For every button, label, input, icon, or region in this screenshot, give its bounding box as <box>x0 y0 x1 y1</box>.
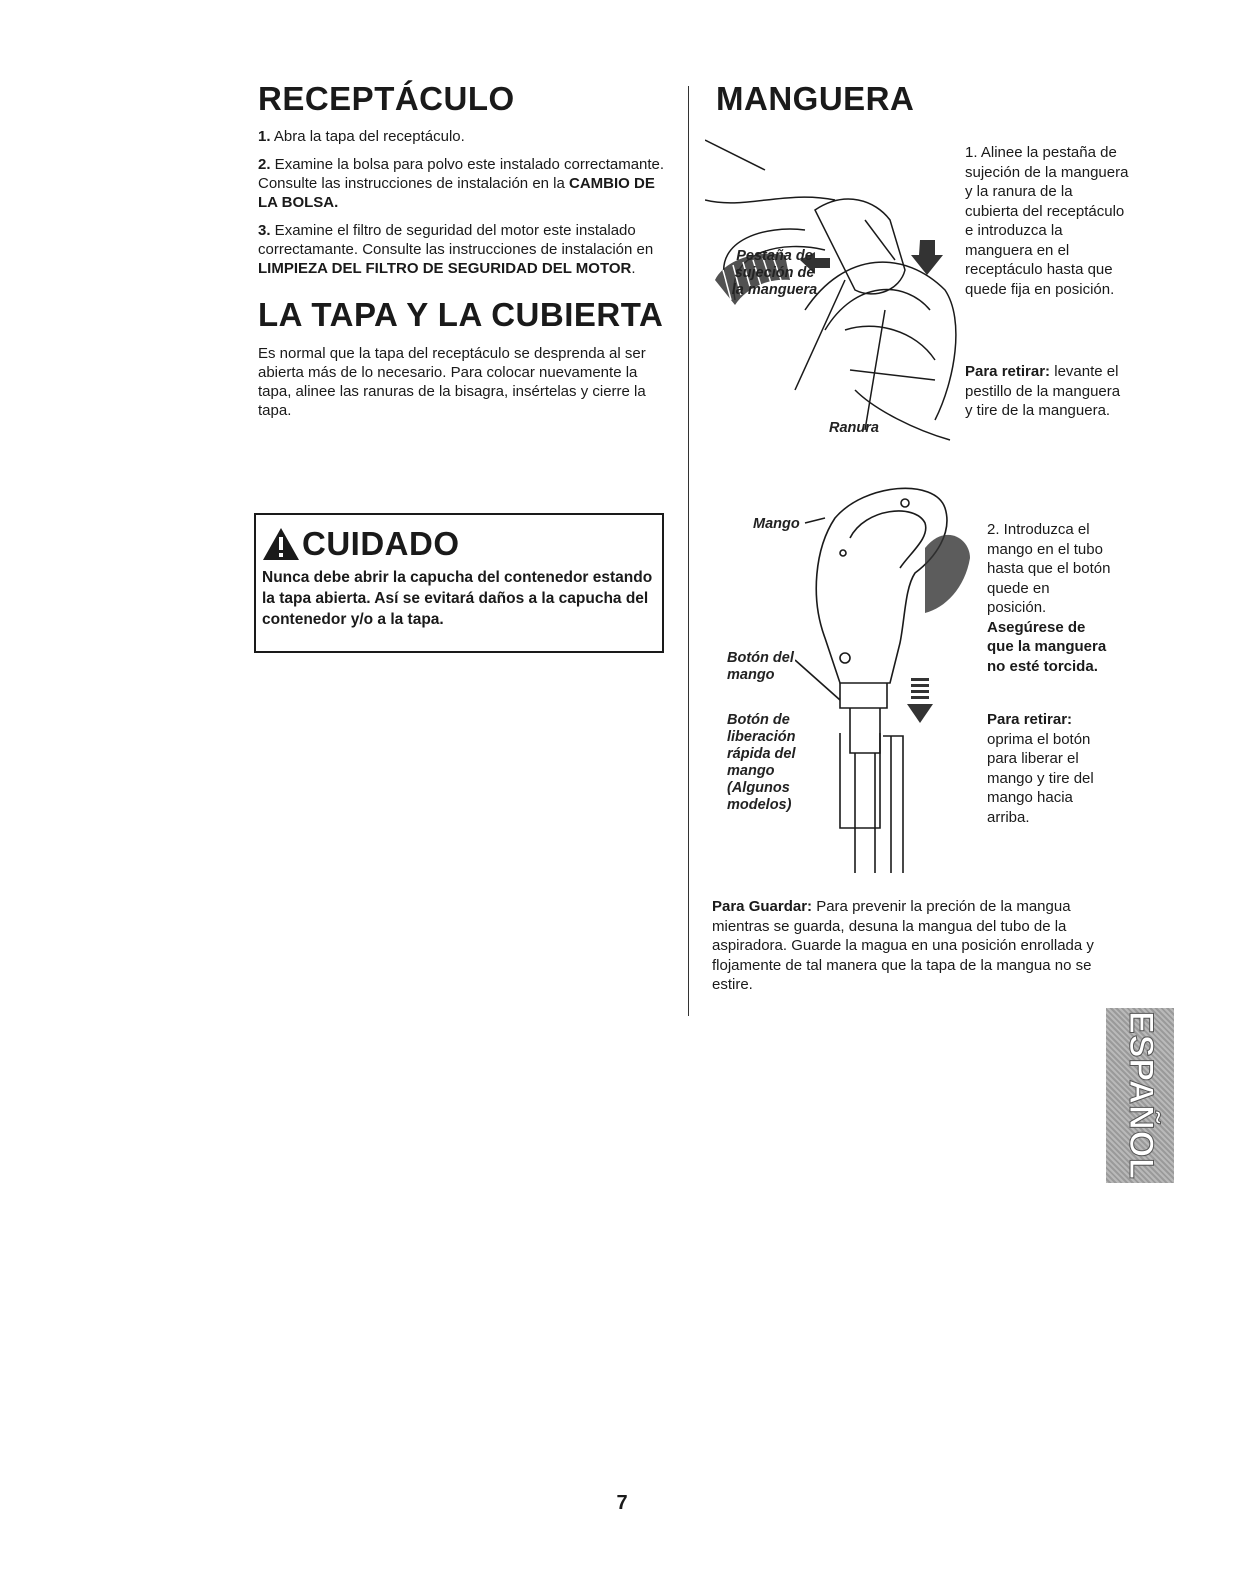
receptaculo-step-1 <box>258 127 670 146</box>
step-number: 1. <box>965 144 978 161</box>
storage-text: Para prevenir la preción de la mangua mientras se guarda, desuna la mangua del tubo de la aspiradora. Guarde la magua en una posición enrollada y flojamente de tal manera que la tapa de la mangua no se estire. <box>712 898 1094 993</box>
label-hose-tab: Pestaña de sujeción de la manguera <box>731 248 818 298</box>
storage-paragraph <box>712 897 1132 995</box>
tapa-paragraph: Es normal que la tapa del receptáculo se desprenda al ser abierta más de lo necesario. Para colocar nuevamente la tapa, alinee las ranuras de la bisagra, insértelas y cierre la tapa. <box>258 345 646 419</box>
step-text-end: . <box>631 260 636 277</box>
receptaculo-step-2 <box>258 155 670 212</box>
step-number: 2. <box>258 156 271 173</box>
step-text: Examine el filtro de seguridad del motor este instalado correctamante. Consulte las instrucciones de instalación en <box>258 222 654 258</box>
remove-text: oprima el botón para liberar el mango y tire del mango hacia arriba. <box>987 730 1094 826</box>
step-warning: Asegúrese de que la manguera no esté torcida. <box>987 618 1107 675</box>
step-reference: LIMPIEZA DEL FILTRO DE SEGURIDAD DEL MOTOR <box>258 260 632 277</box>
receptaculo-step-3 <box>258 221 670 278</box>
step-text: Introduzca el mango en el tubo hasta que el botón quede en posición. <box>987 521 1111 616</box>
tapa-heading: LA TAPA Y LA CUBIERTA <box>258 296 664 333</box>
remove-label: Para retirar: <box>987 711 1073 728</box>
left-column <box>258 80 670 420</box>
step-number: 1. <box>258 128 271 145</box>
step-text: Alinee la pestaña de sujeción de la manguera y la ranura de la cubierta del receptáculo e introduzca la manguera en el receptáculo hasta que quede fija en posición. <box>965 144 1129 298</box>
language-tab-label: ESPAÑOL <box>1121 1011 1160 1180</box>
manguera-step-1 <box>965 143 1130 299</box>
manguera-remove-1 <box>965 362 1130 421</box>
label-quick-release: Botón de liberación rápida del mango (Algunos modelos) <box>727 712 796 813</box>
caution-title: CUIDADO <box>302 525 460 562</box>
step-number: 2. <box>987 521 1000 538</box>
receptaculo-steps <box>258 127 670 278</box>
label-handle: Mango <box>753 516 800 532</box>
step-text: Abra la tapa del receptáculo. <box>270 128 465 145</box>
receptaculo-heading: RECEPTÁCULO <box>258 80 515 117</box>
remove-label: Para retirar: <box>965 363 1051 380</box>
caution-text: Nunca debe abrir la capucha del contenedor estando la tapa abierta. Así se evitará daños a la capucha del contenedor y/o a la tapa. <box>262 569 653 628</box>
caution-header <box>262 525 656 563</box>
caution-box <box>254 513 664 653</box>
storage-label: Para Guardar: <box>712 898 813 915</box>
step-text: Examine la bolsa para polvo este instalado correctamante. Consulte las instrucciones de instalación en la <box>258 156 665 192</box>
manguera-heading: MANGUERA <box>716 80 915 117</box>
page-number: 7 <box>616 1492 628 1514</box>
manguera-step-2 <box>987 520 1112 676</box>
warning-triangle-icon <box>262 527 300 561</box>
column-divider <box>688 86 689 1016</box>
remove-text: levante el pestillo de la manguera y tire de la manguera. <box>965 363 1121 419</box>
label-slot: Ranura <box>829 420 879 436</box>
label-handle-button: Botón del mango <box>727 650 794 683</box>
manguera-remove-2 <box>987 710 1112 827</box>
step-reference: CAMBIO DE LA BOLSA. <box>258 175 655 211</box>
language-tab <box>1106 1008 1174 1183</box>
step-number: 3. <box>258 222 271 239</box>
